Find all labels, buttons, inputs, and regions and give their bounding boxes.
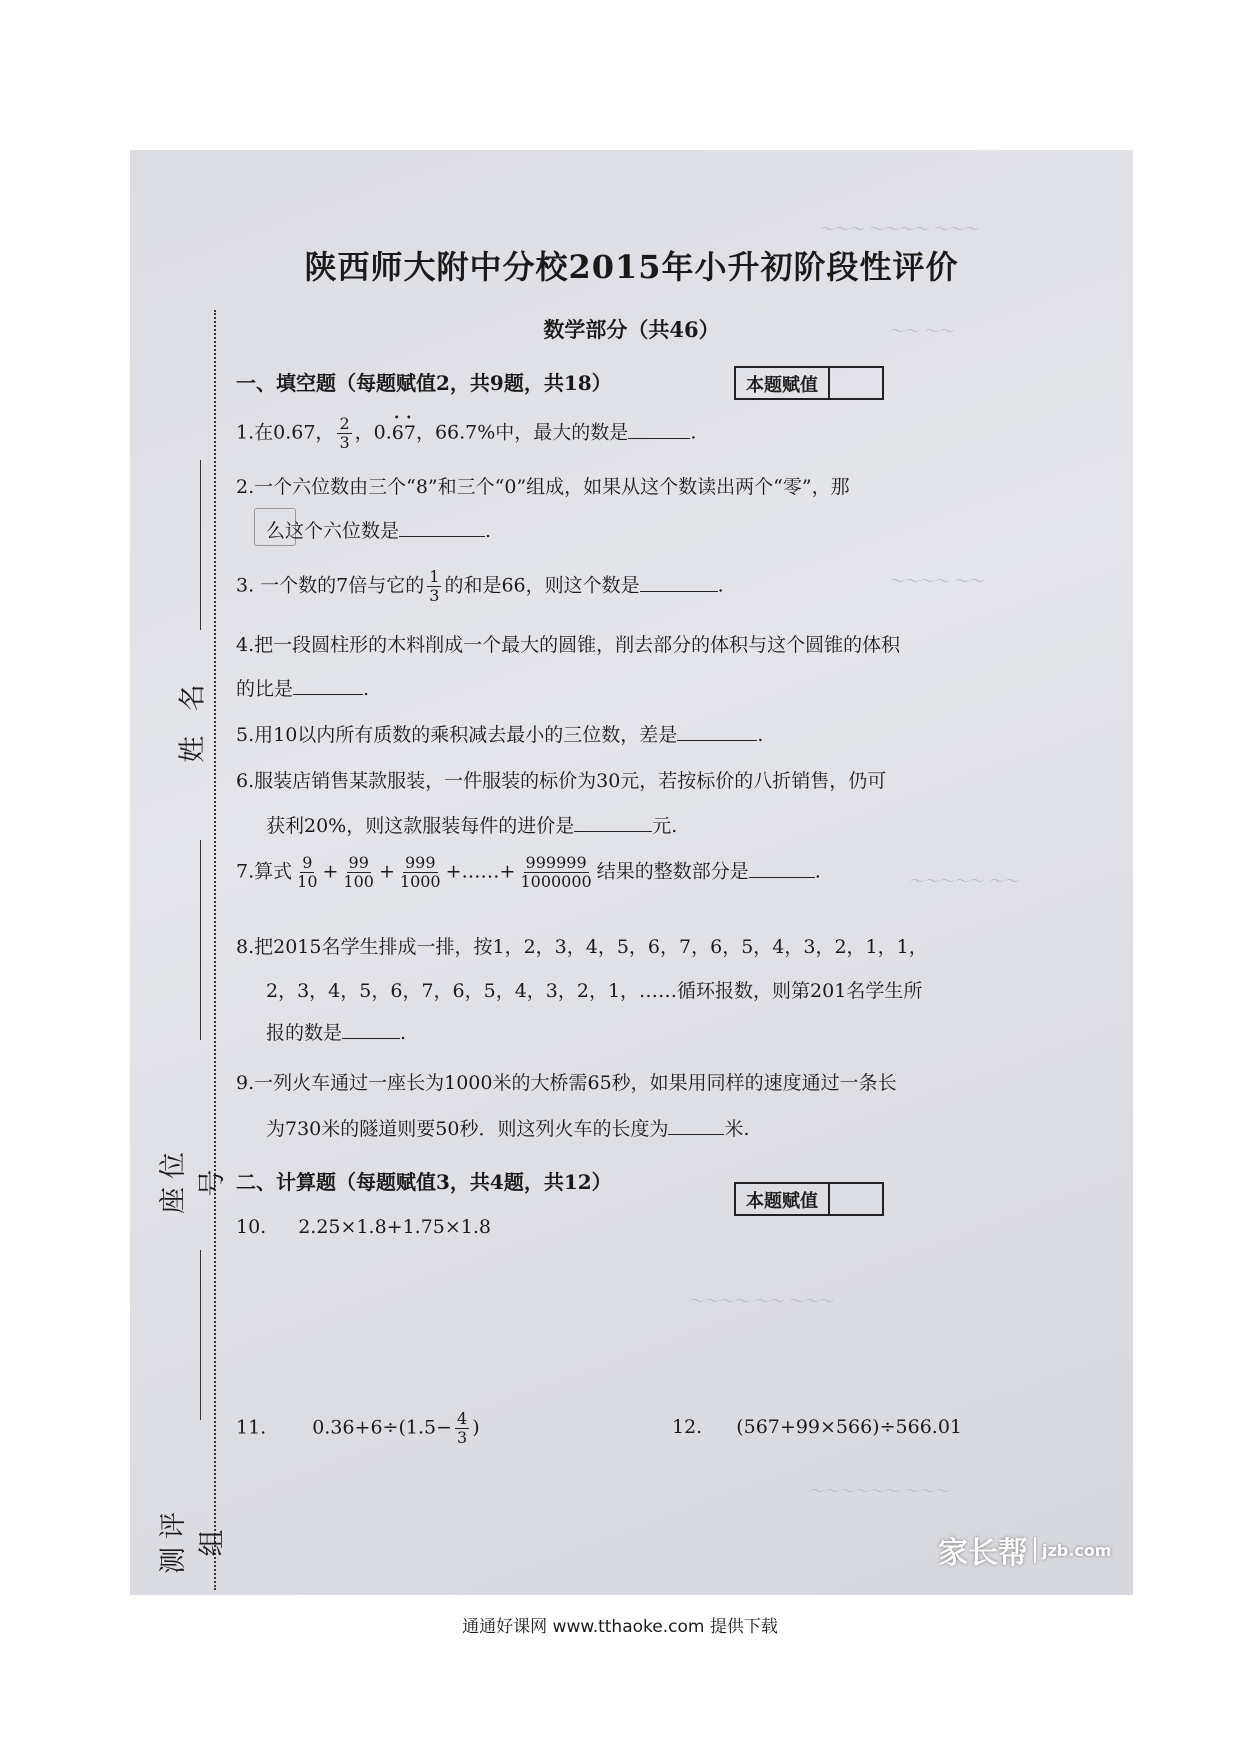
answer-blank[interactable] [574,811,652,832]
question-10: 10. 2.25×1.8+1.75×1.8 [236,1216,492,1238]
score-box-value[interactable] [830,1184,882,1214]
score-box-label: 本题赋值 [736,1184,830,1214]
name-field [158,460,218,800]
fraction: $\frac{4}{3}$ [457,1409,468,1447]
answer-blank[interactable] [668,1114,724,1135]
answer-blank[interactable] [640,571,718,592]
question-6-line-2: 获利20%，则这款服装每件的进价是 元. [266,811,677,841]
question-7: 7.算式 $\frac{9}{10}$ + $\frac{99}{100}$ + $\frac{999}{1000}$ +……+ $\frac{999999}{1000000}$ 结果的整数部分是 . [236,853,821,891]
section-heading-fill-in: 一、填空题（每题赋值2，共9题，共18） [236,371,612,395]
page-title: 陕西师大附中分校2015年小升初阶段性评价 [304,248,959,286]
seat-number-field [158,840,228,1240]
question-2-line-1: 2.一个六位数由三个“8”和三个“0”组成，如果从这个数读出两个“零”，那 [236,476,850,498]
score-box-label: 本题赋值 [736,368,830,398]
bleed-through-mark: ～～～～ ～～ [890,572,985,590]
question-9-line-1: 9.一列火车通过一座长为1000米的大桥需65秒，如果用同样的速度通过一条长 [236,1072,897,1094]
question-11: 11. 0.36+6÷(1.5− $\frac{4}{3}$ ) [236,1409,480,1447]
answer-blank[interactable] [677,720,757,741]
bleed-through-mark: ～～～～～～ ～～～ [810,1482,950,1500]
answer-blank[interactable] [628,418,690,439]
section-score-box [734,1182,884,1216]
question-4-line-2: 的比是 . [236,674,369,704]
question-6-line-1: 6.服装店销售某款服装，一件服装的标价为30元，若按标价的八折销售，仍可 [236,770,887,792]
fraction: $\frac{999999}{1000000}$ [520,853,592,891]
seat-number-label: 座位号 [158,1144,228,1214]
bleed-through-mark: ～～ ～～ [890,322,955,340]
answer-blank[interactable] [749,857,815,878]
question-1: 1.在0.67， $\frac{2}{3}$ ，0.• 6• 7，66.7%中，最大的数是 . [236,415,696,452]
question-5: 5.用10以内所有质数的乘积减去最小的三位数，差是 . [236,720,763,750]
group-field-label: 测评组 [158,1504,228,1574]
group-field [158,1250,228,1595]
question-4-line-1: 4.把一段圆柱形的木料削成一个最大的圆锥，削去部分的体积与这个圆锥的体积 [236,634,901,656]
bleed-through-mark: ～～～ ～～～～ ～～～ [820,220,980,238]
name-field-line [200,460,201,630]
page-subtitle: 数学部分（共46） [543,317,720,342]
fraction: $\frac{2}{3}$ [339,414,350,452]
bleed-through-mark: ～～～～ ～～ ～～～ [690,1292,835,1310]
section-heading-calculation: 二、计算题（每题赋值3，共4题，共12） [236,1170,612,1194]
question-2-line-2: 么这个六位数是 . [266,516,491,546]
scanned-exam-photo [130,150,1133,1595]
question-8-line-1: 8.把2015名学生排成一排，按1，2，3，4，5，6，7，6，5，4，3，2，1，1， [236,936,928,958]
question-12: 12. (567+99×566)÷566.01 [672,1416,962,1438]
jzb-watermark [938,1528,1111,1572]
group-field-line [200,1250,201,1420]
answer-blank[interactable] [293,674,363,695]
fraction: $\frac{999}{1000}$ [399,853,441,891]
download-source-footer: 通通好课网 www.tthaoke.com 提供下载 [462,1617,778,1637]
section-score-box [734,366,884,400]
score-box-value[interactable] [830,368,882,398]
bleed-through-mark: ～～～～～ ～～ [910,872,1020,890]
fraction: $\frac{99}{100}$ [343,853,374,891]
question-9-line-2: 为730米的隧道则要50秒．则这列火车的长度为 米. [266,1114,750,1144]
question-8-line-3: 报的数是 . [266,1018,406,1048]
name-field-label: 姓 名 [177,676,209,763]
watermark-logo-text: 家长帮 [938,1536,1028,1571]
answer-blank[interactable] [399,516,485,537]
question-8-line-2: 2，3，4，5，6，7，6，5，4，3，2，1，……循环报数，则第201名学生所 [266,980,923,1002]
fraction: $\frac{1}{3}$ [429,567,440,605]
watermark-domain: jzb.com [1042,1540,1112,1560]
fraction: $\frac{9}{10}$ [297,853,318,891]
question-3: 3. 一个数的7倍与它的 $\frac{1}{3}$ 的和是66，则这个数是 . [236,567,724,605]
answer-blank[interactable] [342,1018,400,1039]
seat-number-line [200,840,201,1040]
watermark-divider [1034,1537,1036,1563]
